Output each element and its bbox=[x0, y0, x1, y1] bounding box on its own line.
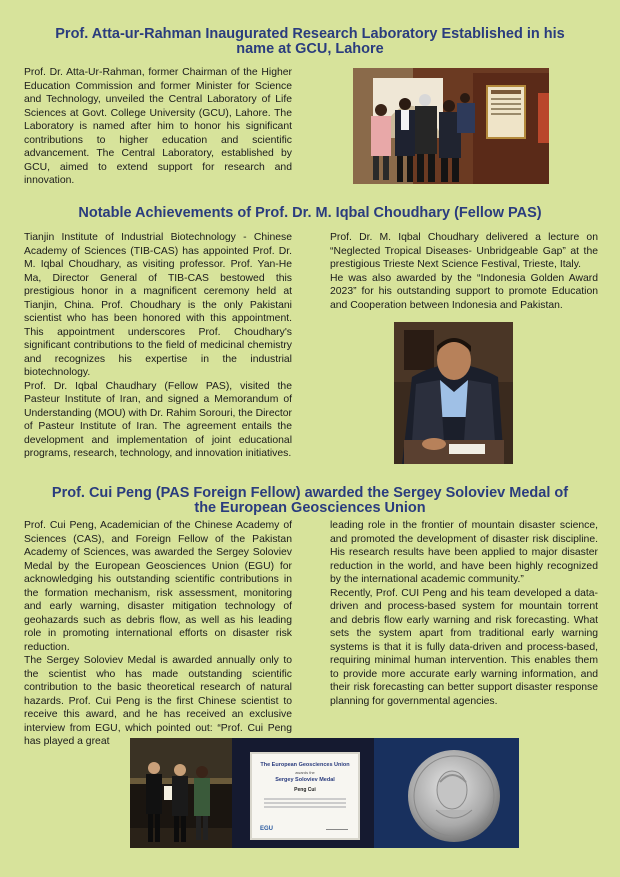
egu-logo: EGU bbox=[260, 826, 274, 832]
section1-title: Prof. Atta-ur-Rahman Inaugurated Research Laboratory Established in his name at GCU, Lahore bbox=[55, 26, 565, 57]
soloviev-medal-certificate bbox=[232, 738, 374, 848]
lab-inauguration-photo bbox=[353, 68, 549, 184]
iqbal-choudhary-portrait bbox=[394, 322, 513, 464]
section1-paragraph: Prof. Dr. Atta-Ur-Rahman, former Chairman of the Higher Education Commission and former Minister for Science and Technology, unveiled the Central Laboratory of Life Sciences at Govt. College University (GCU), Lahore. The Laboratory is named after him to honor his significant contributions to higher education and scientific advancement. The Central Laboratory, established by GCU, aimed to extend support for research and innovation. bbox=[24, 67, 292, 186]
section3-right-paragraph-1: leading role in the frontier of mountain disaster science, and promoted the development of disaster risk discipline. His research results have been applied to major disaster reduction in the world, and have been highly recognized by the international academic community.” bbox=[330, 520, 598, 585]
signature-line bbox=[326, 829, 348, 830]
section3-right-column bbox=[330, 519, 598, 708]
certificate-sub: awards the bbox=[295, 770, 315, 775]
section3-title: Prof. Cui Peng (PAS Foreign Fellow) awarded the Sergey Soloviev Medal of the European Geosciences Union bbox=[51, 485, 569, 516]
certificate-text-line bbox=[264, 798, 346, 800]
section3-left-paragraph-1: Prof. Cui Peng, Academician of the Chinese Academy of Sciences (CAS), and Foreign Fellow of the Pakistan Academy of Sciences, was awarded the Sergey Soloviev Medal by the European Geosciences Union (EGU) for acknowledging his outstanding scientific contributions in the formation mechanism, risk assessment, monitoring and early warning, disaster mitigation technology of geohazards such as debris flow, as well as his leading role in promoting international efforts on disaster risk reduction. bbox=[24, 520, 292, 653]
certificate-org: The European Geosciences Union bbox=[260, 762, 350, 768]
certificate-text-line bbox=[264, 802, 346, 804]
section2-left-paragraph-1: Tianjin Institute of Industrial Biotechnology - Chinese Academy of Sciences (TIB-CAS) has appointed Prof. Dr. M. Iqbal Choudhary, as visiting professor. Prof. Yan-He Ma, Director General of TIB-CAS bestowed this prestigious honor in a magnificent ceremony held at Tianjin, China. Prof. Choudhary is the only Pakistani scientist who has been honored with this appointment. This appointment underscores Prof. Choudhary's significant contributions to the field of medicinal chemistry and recognizes his expertise in the industrial biotechnology. bbox=[24, 232, 292, 378]
section2-right-paragraph-1: Prof. Dr. M. Iqbal Choudhary delivered a lecture on “Neglected Tropical Diseases- Unbridgeable Gap” at the prestigious Trieste Next Science Festival, Trieste, Italy. bbox=[330, 232, 598, 270]
certificate-sheet bbox=[250, 752, 360, 840]
section2-left-paragraph-2: Prof. Dr. Iqbal Chaudhary (Fellow PAS), visited the Pasteur Institute of Iran, and signed a Memorandum of Understanding (MOU) with Dr. Rahim Sorouri, the Director of Pasteur Institute of Iran. The agreement entails the development and implementation of joint educational programs, research, technology, and innovation initiatives. bbox=[24, 380, 292, 459]
section2-left-column bbox=[24, 231, 292, 461]
section3-left-paragraph-2: The Sergey Soloviev Medal is awarded annually only to the scientist who has made outstanding scientific contribution to the basic theoretical research of natural hazards. Prof. Cui Peng is the first Chinese scientist to receive this award, and he has received an exclusive interview from EGU, which pointed out: “Prof. Cui Peng has played a great bbox=[24, 655, 292, 747]
section1-body bbox=[24, 66, 292, 188]
soloviev-medal-photo bbox=[374, 738, 519, 848]
section2-right-paragraph-2: He was also awarded by the “Indonesia Golden Award 2023” for his outstanding support to promote Education and Cooperation between Indonesia and Pakistan. bbox=[330, 272, 598, 311]
section3-left-column bbox=[24, 519, 292, 749]
section2-right-column bbox=[330, 231, 598, 312]
certificate-text-line bbox=[264, 806, 346, 808]
certificate-recipient: Peng Cui bbox=[294, 787, 316, 793]
award-ceremony-photo bbox=[130, 738, 232, 848]
section3-right-paragraph-2: Recently, Prof. CUI Peng and his team developed a data-driven and process-based system for mountain torrent and debris flow early warning and risk forecasting. What sets the system apart from traditional early warning systems is that it is fully data-driven and process-based, requiring minimal human intervention. This enables them to provide more accurate early warning information, and their risk forecasting can better support disaster response planning for governmental agencies. bbox=[330, 587, 598, 707]
section2-title: Notable Achievements of Prof. Dr. M. Iqbal Choudhary (Fellow PAS) bbox=[78, 205, 542, 221]
certificate-medal: Sergey Soloviev Medal bbox=[275, 777, 335, 783]
